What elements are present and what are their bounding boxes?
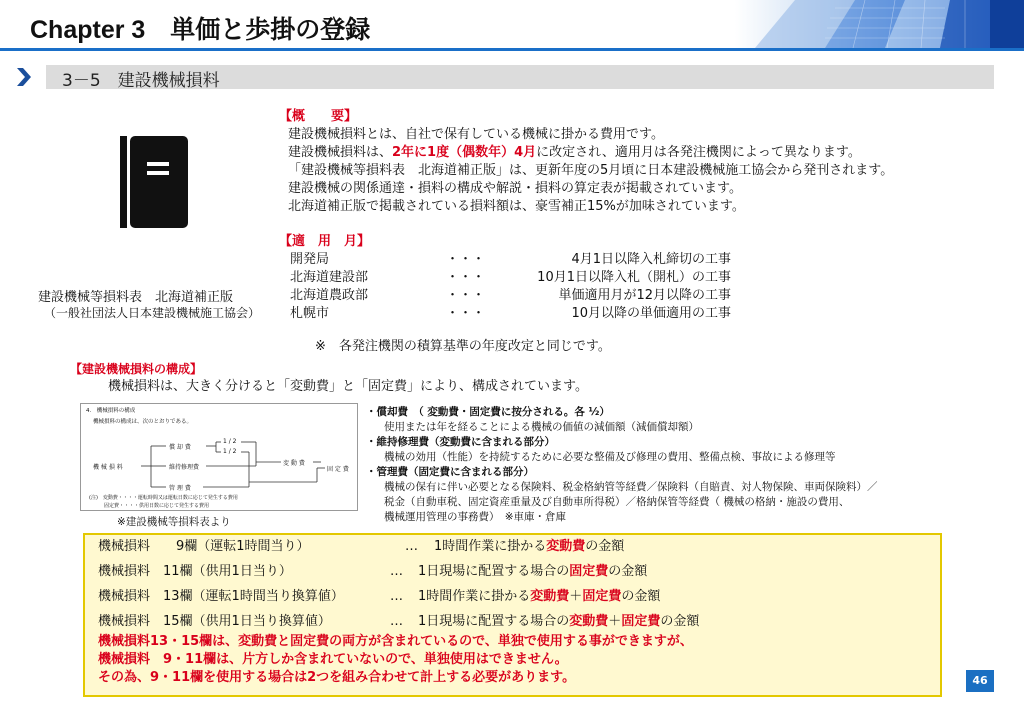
column-desc: 1日現場に配置する場合の固定費の金額	[418, 564, 648, 579]
column-dots: …	[405, 539, 418, 554]
cost-item-desc: 使用または年を経ることによる機械の価値の減価額（減価償却額）	[384, 421, 699, 433]
application-heading: 【適 用 月】	[279, 234, 371, 249]
section-title: 3－5 建設機械損料	[62, 71, 220, 91]
diagram-note-2: 固定費・・・・供用日数に応じて発生する費用	[89, 503, 210, 509]
composition-heading: 【建設機械損料の構成】	[70, 362, 203, 376]
application-org: 札幌市	[290, 306, 330, 321]
chevron-right-icon	[17, 68, 31, 86]
column-desc: 1時間作業に掛かる変動費の金額	[434, 539, 625, 554]
diagram-variable: 変 動 費	[283, 460, 305, 467]
column-dots: …	[390, 589, 403, 604]
page-number: 46	[966, 670, 994, 692]
overview-line-2: 建設機械損料は、2年に1度（偶数年）4月に改定され、適用月は各発注機関によって異なります。	[288, 145, 861, 160]
application-desc: 10月1日以降入札（開札）の工事	[537, 270, 731, 285]
chapter-title: Chapter 3 単価と歩掛の登録	[30, 16, 371, 44]
column-label: 機械損料 9欄（運転1時間当り）	[98, 539, 310, 554]
column-dots: …	[390, 614, 403, 629]
cost-item-desc: 税金（自動車税、固定資産重量及び自動車所得税）／格納保管等経費（ 機械の格納・施設の費用、	[384, 496, 850, 508]
diagram-heading: 4. 機械損料の構成	[86, 408, 136, 414]
diagram-maintenance: 維持修理費	[169, 464, 200, 471]
diagram-note-1: (注) 変動費・・・・運転時間又は運転日数に応じて発生する費用	[89, 495, 238, 501]
overview-line-5: 北海道補正版で掲載されている損料額は、豪雪補正15%が加味されています。	[288, 199, 745, 214]
summary-note: 機械損料13・15欄は、変動費と固定費の両方が含まれているので、単独で使用する事ができますが、	[98, 634, 693, 649]
cost-item-desc: 機械の保有に伴い必要となる保険料、税金格納管等経費／保険料（自賠責、対人物保険、車両保険料）／	[384, 481, 878, 493]
column-desc: 1日現場に配置する場合の変動費＋固定費の金額	[418, 614, 700, 629]
composition-intro: 機械損料は、大きく分けると「変動費」と「固定費」により、構成されています。	[108, 379, 588, 394]
column-label: 機械損料 15欄（供用1日当り換算値）	[98, 614, 331, 629]
cost-item-title: ・維持修理費（変動費に含まれる部分）	[366, 436, 555, 448]
column-label: 機械損料 13欄（運転1時間当り換算値）	[98, 589, 344, 604]
application-org: 北海道農政部	[290, 288, 369, 303]
diagram-subtext: 機械損料の構成は、次のとおりである。	[93, 419, 193, 425]
overview-emphasis: 2年に1度（偶数年）4月	[392, 145, 537, 160]
application-dots: ・・・	[446, 252, 486, 267]
book-caption: 建設機械等損料表 北海道補正版	[38, 290, 234, 305]
summary-note: 機械損料 9・11欄は、片方しか含まれていないので、単独使用はできません。	[98, 652, 568, 667]
book-icon	[120, 136, 188, 228]
application-note: ※ 各発注機関の積算基準の年度改定と同じです。	[315, 339, 611, 354]
application-desc: 10月以降の単価適用の工事	[571, 306, 731, 321]
diagram-half-a: 1 / 2	[223, 438, 237, 445]
cost-item-desc: 機械運用管理の事務費） ※車庫・倉庫	[384, 511, 567, 523]
summary-note: その為、9・11欄を使用する場合は2つを組み合わせて計上する必要があります。	[98, 670, 576, 685]
cost-item-desc: 機械の効用（性能）を持続するために必要な整備及び修理の費用、整備点検、事故による修理等	[384, 451, 836, 463]
application-dots: ・・・	[446, 270, 486, 285]
column-label: 機械損料 11欄（供用1日当り）	[98, 564, 292, 579]
application-org: 北海道建設部	[290, 270, 369, 285]
diagram-depreciation: 償 却 費	[169, 444, 191, 451]
diagram-half-b: 1 / 2	[223, 448, 237, 455]
header-divider	[0, 48, 1024, 51]
column-dots: …	[390, 564, 403, 579]
overview-line-4: 建設機械の関係通達・損料の構成や解説・損料の算定表が掲載されています。	[288, 181, 742, 196]
cost-item-title: ・償却費 （ 変動費・固定費に按分される。各 ½）	[366, 406, 610, 418]
diagram-fixed: 固 定 費	[327, 466, 349, 473]
composition-diagram	[80, 403, 358, 511]
book-publisher: （一般社団法人日本建設機械施工協会）	[44, 306, 261, 320]
building-photo	[735, 0, 1024, 48]
diagram-management: 管 理 費	[169, 485, 191, 492]
application-desc: 単価適用月が12月以降の工事	[558, 288, 731, 303]
application-dots: ・・・	[446, 306, 486, 321]
overview-heading: 【概 要】	[279, 109, 358, 124]
diagram-root: 機 械 損 料	[93, 464, 123, 471]
application-dots: ・・・	[446, 288, 486, 303]
cost-item-title: ・管理費（固定費に含まれる部分）	[366, 466, 534, 478]
diagram-source-note: ※建設機械等損料表より	[117, 516, 231, 528]
column-desc: 1時間作業に掛かる変動費＋固定費の金額	[418, 589, 661, 604]
application-desc: 4月1日以降入札締切の工事	[571, 252, 731, 267]
application-org: 開発局	[290, 252, 330, 267]
overview-line-3: 「建設機械等損料表 北海道補正版」は、更新年度の5月頃に日本建設機械施工協会から発刊されます。	[288, 163, 894, 178]
overview-line-1: 建設機械損料とは、自社で保有している機械に掛かる費用です。	[288, 127, 664, 142]
